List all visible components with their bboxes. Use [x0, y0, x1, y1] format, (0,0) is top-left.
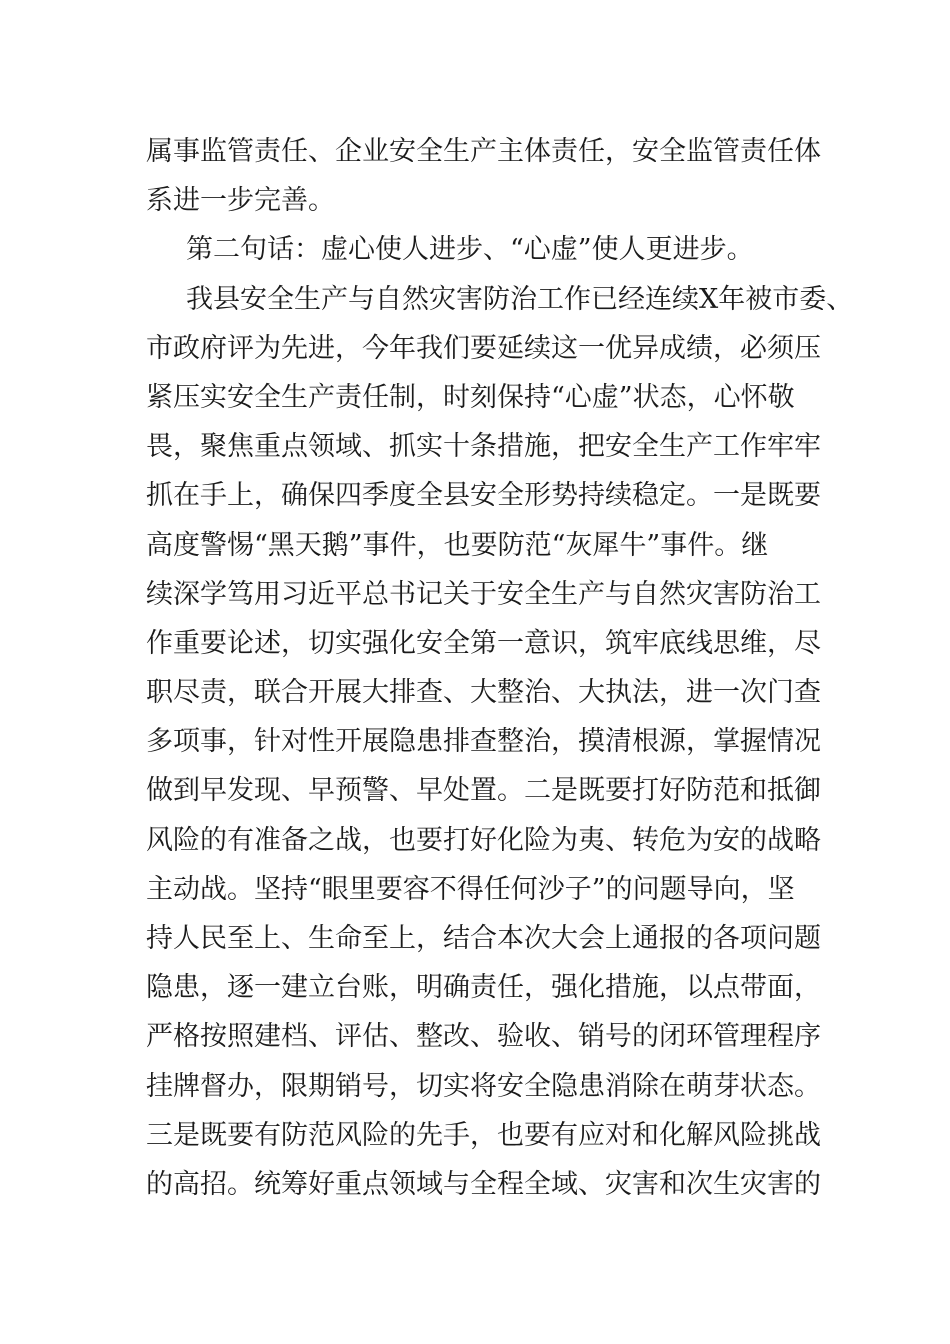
text-line-2: 系进一步完善。 [146, 185, 335, 217]
text-line-5: 市政府评为先进，今年我们要延续这一优异成绩，必须压 [146, 332, 821, 364]
text-line-13: 多项事，针对性开展隐患排查整治，摸清根源，掌握情况 [146, 726, 821, 758]
text-line-11: 作重要论述，切实强化安全第一意识，筑牢底线思维，尽 [146, 627, 821, 659]
text-line-9: 高度警惕“黑天鹅”事件，也要防范“灰犀牛”事件。继 [146, 529, 769, 561]
text-line-19: 严格按照建档、评估、整改、验收、销号的闭环管理程序 [146, 1021, 821, 1053]
text-line-16: 主动战。坚持“眼里要容不得任何沙子”的问题导向，坚 [146, 873, 795, 905]
text-line-14: 做到早发现、早预警、早处置。二是既要打好防范和抵御 [146, 775, 821, 807]
text-line-4: 我县安全生产与自然灾害防治工作已经连续X年被市委、 [186, 283, 854, 315]
text-line-21: 三是既要有防范风险的先手，也要有应对和化解风险挑战 [146, 1119, 821, 1151]
text-line-10: 续深学笃用习近平总书记关于安全生产与自然灾害防治工 [146, 578, 821, 610]
text-line-7: 畏，聚焦重点领域、抓实十条措施，把安全生产工作牢牢 [146, 431, 821, 463]
text-line-8: 抓在手上，确保四季度全县安全形势持续稳定。一是既要 [146, 480, 821, 512]
text-line-17: 持人民至上、生命至上，结合本次大会上通报的各项问题 [146, 923, 821, 954]
text-line-22: 的高招。统筹好重点领域与全程全域、灾害和次生灾害的 [146, 1168, 821, 1200]
text-line-18: 隐患，逐一建立台账，明确责任，强化措施，以点带面， [146, 972, 821, 1004]
text-line-6: 紧压实安全生产责任制，时刻保持“心虚”状态，心怀敬 [146, 381, 795, 413]
paragraph-heading: 第二句话：虚心使人进步、“心虚”使人更进步。 [186, 234, 754, 266]
text-line-20: 挂牌督办，限期销号，切实将安全隐患消除在萌芽状态。 [146, 1070, 821, 1102]
text-line-15: 风险的有准备之战，也要打好化险为夷、转危为安的战略 [146, 824, 821, 856]
text-line-1: 属事监管责任、企业安全生产主体责任，安全监管责任体 [146, 136, 821, 167]
body-text [146, 127, 854, 1209]
text-line-12: 职尽责，联合开展大排查、大整治、大执法，进一次门查 [146, 677, 821, 709]
